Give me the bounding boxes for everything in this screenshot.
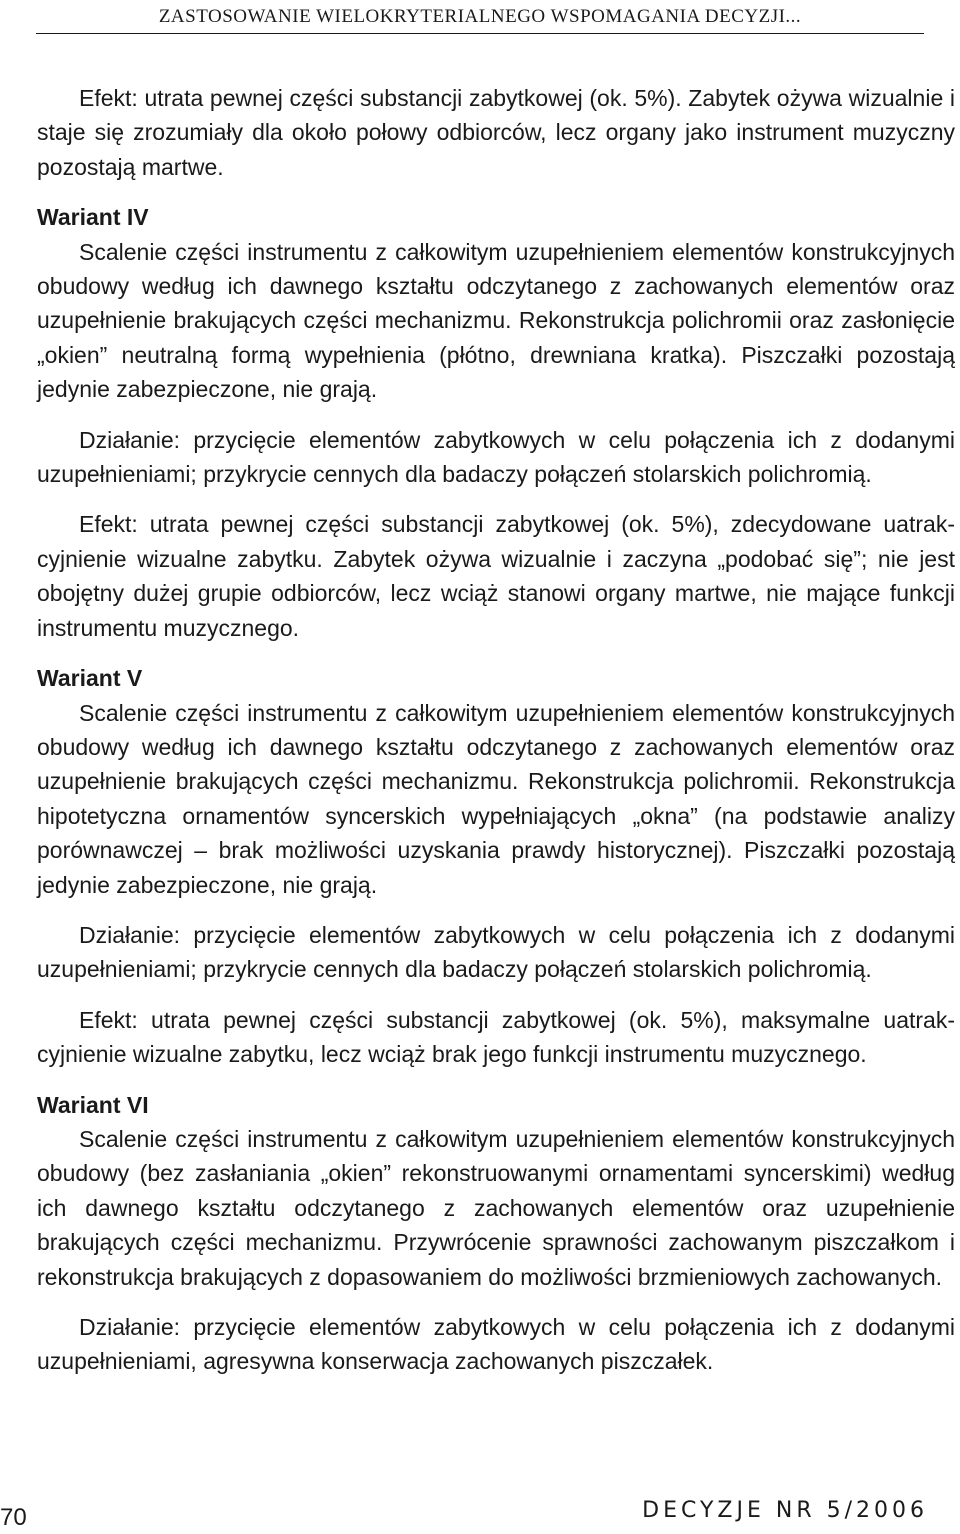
article-body [37,81,955,1379]
magazine-issue: DECYZJE NR 5/2006 [642,1498,928,1523]
page-number: 70 [0,1504,27,1531]
intro-effect-paragraph: Efekt: utrata pewnej części substancji zabytkowej (ok. 5%). Zabytek ożywa wizualnie i staje się zrozumiały dla około połowy odbiorców, lecz organy jako instrument muzyczny pozostają martwe. [37,85,955,180]
variant-vi-heading: Wariant VI [37,1091,149,1118]
variant-v-description: Scalenie części instrumentu z całkowitym uzupełnieniem elementów konstrukcyjnych obudowy według ich dawnego kształtu odczytanego z zachowanych elementów oraz uzupełnienie brakujących części mechanizmu. Rekonstrukcja polichromii. Rekonstrukcja hipotetyczna ornamentów syncerskich wypełniających „okna” (na podstawie analizy porównawczej – brak możliwości uzyskania prawdy historycznej). Piszczałki pozostają jedynie zabezpieczone, nie grają. [37,699,955,898]
variant-v-effect: Efekt: utrata pewnej części substancji zabytkowej (ok. 5%), maksymalne uatrakcyjnienie wizualne zabytku, lecz wciąż brak jego funkcji instrumentu muzycznego. [37,1006,955,1068]
variant-iv-action: Działanie: przycięcie elementów zabytkowych w celu połączenia ich z dodanymi uzupełnieniami; przykrycie cennych dla badaczy połączeń stolarskich polichromią. [37,426,955,488]
variant-v-action: Działanie: przycięcie elementów zabytkowych w celu połączenia ich z dodanymi uzupełnieniami; przykrycie cennych dla badaczy połączeń stolarskich polichromią. [37,921,955,983]
variant-vi-description: Scalenie części instrumentu z całkowitym uzupełnieniem elementów konstrukcyjnych obudowy (bez zasłaniania „okien” rekonstruowanymi ornamentami syncerskimi) według ich dawnego kształtu odczytanego z zachowanych elementów oraz uzupełnienie brakujących części mechanizmu. Przywrócenie sprawności zachowanym piszczałkom i rekonstrukcja brakujących z dopasowaniem do możliwości brzmieniowych zachowanych. [37,1125,955,1290]
variant-iv-heading: Wariant IV [37,204,149,231]
running-header: ZASTOSOWANIE WIELOKRYTERIALNEGO WSPOMAGANIA DECYZJI... [158,6,802,27]
variant-vi-action: Działanie: przycięcie elementów zabytkowych w celu połączenia ich z dodanymi uzupełnieniami, agresywna konserwacja zachowanych piszczałek. [37,1314,955,1375]
variant-iv-effect: Efekt: utrata pewnej części substancji zabytkowej (ok. 5%), zdecydowane uatrakcyjnienie wizualne zabytku. Zabytek ożywa wizualnie i zaczyna „podobać się”; nie jest obojętny dużej grupie odbiorców, lecz wciąż stanowi organy martwe, nie mające funkcji instrumentu muzycznego. [37,511,955,641]
header-rule [36,33,924,34]
variant-v-heading: Wariant V [37,665,143,692]
variant-iv-description: Scalenie części instrumentu z całkowitym uzupełnieniem elementów konstrukcyjnych obudowy według ich dawnego kształtu odczytanego z zachowanych elementów oraz uzupełnienie brakujących części mechanizmu. Rekonstrukcja polichromii oraz zasłonięcie „okien” neutralną formą wypełnienia (płótno, drewniana kratka). Piszczałki pozostają jedynie zabezpieczone, nie grają. [37,238,955,403]
